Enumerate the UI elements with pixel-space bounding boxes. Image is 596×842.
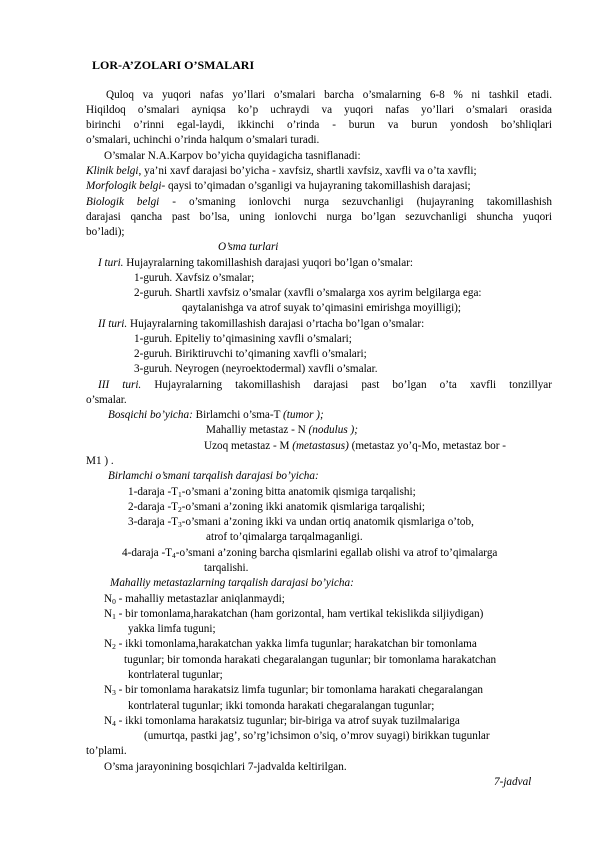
type1-group-2: 2-guruh. Shartli xavfsiz o’smalar (xavfli o’smalarga xos ayrim belgilarga ega: (134, 287, 482, 299)
n3-line: $N_3$ - bir tomonlama harakatsiz limfa tugunlar; bir tomonlama harakati chegaralangan (104, 684, 484, 697)
morfologik-line: Morfologik belgi- qaysi to’qimadan o’sganligi va hujayraning takomillashish darajasi; (86, 180, 471, 192)
karpov-line: O’smalar N.A.Karpov bo’yicha quyidagicha tasniflanadi: (104, 150, 361, 162)
birlamchi-heading: Birlamchi o’smani tarqalish darajasi bo’yicha: (108, 470, 319, 482)
daraja-2: 2-daraja $-T_2-o’smani$ a’zoning ikki anatomik qismlariga tarqalishi; (128, 501, 426, 514)
biologik-line-1: Biologik belgi - o’smaning ionlovchi nurga sezuvchanligi (hujayraning takomillashish (86, 196, 552, 208)
type3-line-2: o’smalar. (86, 394, 127, 406)
n4-line-cont: (umurtqa, pastki jag’, so’rg’ichsimon o’siq, o’mrov suyagi) birikkan tugunlar (144, 730, 490, 742)
n1-line: $N_1$ - bir tomonlama,harakatchan (ham gorizontal, ham vertikal tekislikda siljiydigan) (104, 608, 484, 621)
n1-line-cont: yakka limfa tuguni; (128, 623, 216, 635)
type2-group-1: 1-guruh. Epiteliy to’qimasining xavfli o’smalari; (134, 333, 352, 345)
intro-line-3: birinchi o’rinni egal-laydi, ikkinchi o’rinda - burun va burun yondosh bo’shliqlari (86, 119, 552, 131)
type1-group-2-cont: qaytalanishga va atrof suyak to’qimasini emirishga moyilligi); (182, 302, 462, 314)
type2-line: II turi. Hujayralarning takomillashish darajasi o’rtacha bo’lgan o’smalar: (98, 318, 425, 330)
type2-group-2: 2-guruh. Biriktiruvchi to’qimaning xavfli o’smalari; (134, 348, 367, 360)
intro-line-2: Hiqildoq o’smalari ayniqsa ko’p uchraydi va yuqori nafas yo’llari o’smalari orasida (86, 104, 552, 116)
bosqichi-line-4: M1 ) . (86, 455, 114, 467)
n4-line-end: to’plami. (86, 745, 127, 757)
type3-line-1: III turi. Hujayralarning takomillashish darajasi past bo’lgan o’ta xavfli tonzillyar (98, 379, 553, 391)
biologik-line-2: darajasi qancha past bo’lsa, uning ionlovchi nurga bo’lgan sezuvchanligi shuncha yuqori (86, 211, 552, 223)
n4-line: $N_4$ - ikki tomonlama harakatsiz tugunlar; bir-biriga va atrof suyak tuzilmalariga (104, 715, 460, 728)
klinik-line: Klinik belgi, ya’ni xavf darajasi bo’yicha - xavfsiz, shartli xavfsiz, xavfli va o’ta xavfli; (86, 165, 477, 177)
n2-line: $N_2$ - ikki tomonlama,harakatchan yakka limfa tugunlar; harakatchan bir tomonlama (104, 638, 477, 651)
daraja-1: 1-daraja $-T_1-o’smani$ a’zoning bitta anatomik qismiga tarqalishi; (128, 486, 416, 499)
page-title: LOR-A’ZOLARI O’SMALARI (92, 58, 255, 72)
daraja-4-cont: tarqalishi. (204, 562, 249, 574)
turlari-heading: O’sma turlari (218, 241, 279, 253)
bosqichi-line-2: Mahalliy metastaz - N (nodulus ); (206, 424, 358, 436)
closing-line: O’sma jarayonining bosqichlari 7-jadvalda keltirilgan. (104, 761, 347, 773)
daraja-3: 3-daraja $-T_3-o’smani$ a’zoning ikki va undan ortiq anatomik qismlariga o’tob, (128, 516, 474, 529)
bosqichi-line-1: Bosqichi bo’yicha: Birlamchi o’sma-T (tumor ); (108, 409, 324, 421)
type2-group-3: 3-guruh. Neyrogen (neyroektodermal) xavfli o’smalar. (134, 363, 378, 375)
bosqichi-line-3: Uzoq metastaz - M (metastasus) (metastaz yo’q-Mo, metastaz bor - (204, 440, 506, 452)
n3-line-cont: kontrlateral tugunlar; ikki tomonda harakati chegaralangan tugunlar; (128, 700, 435, 712)
intro-line-4: o’smalari, uchinchi o’rinda halqum o’smalari turadi. (86, 134, 320, 146)
daraja-4: 4-daraja $-T_4-o’smani$ a’zoning barcha qismlarini egallab olishi va atrof to’qimalarga (122, 547, 498, 560)
n2-line-cont-1: tugunlar; bir tomonda harakati chegaralangan tugunlar; bir tomonlama harakatchan (124, 654, 497, 666)
n2-line-cont-2: kontrlateral tugunlar; (128, 669, 223, 681)
daraja-3-cont: atrof to’qimalarga tarqalmaganligi. (206, 531, 363, 543)
biologik-line-3: bo’ladi); (86, 226, 125, 238)
n0-line: $N_0$ - mahalliy metastazlar aniqlanmaydi; (104, 593, 285, 606)
mahalliy-heading: Mahalliy metastazlarning tarqalish darajasi bo’yicha: (110, 577, 354, 589)
type1-group-1: 1-guruh. Xavfsiz o’smalar; (134, 272, 255, 284)
type1-line: I turi. Hujayralarning takomillashish darajasi yuqori bo’lgan o’smalar: (98, 257, 414, 269)
table-reference: 7-jadval (494, 776, 532, 788)
intro-line-1: Quloq va yuqori nafas yo’llari o’smalari barcha o’smalarning 6-8 % ni tashkil etadi. (106, 89, 552, 101)
